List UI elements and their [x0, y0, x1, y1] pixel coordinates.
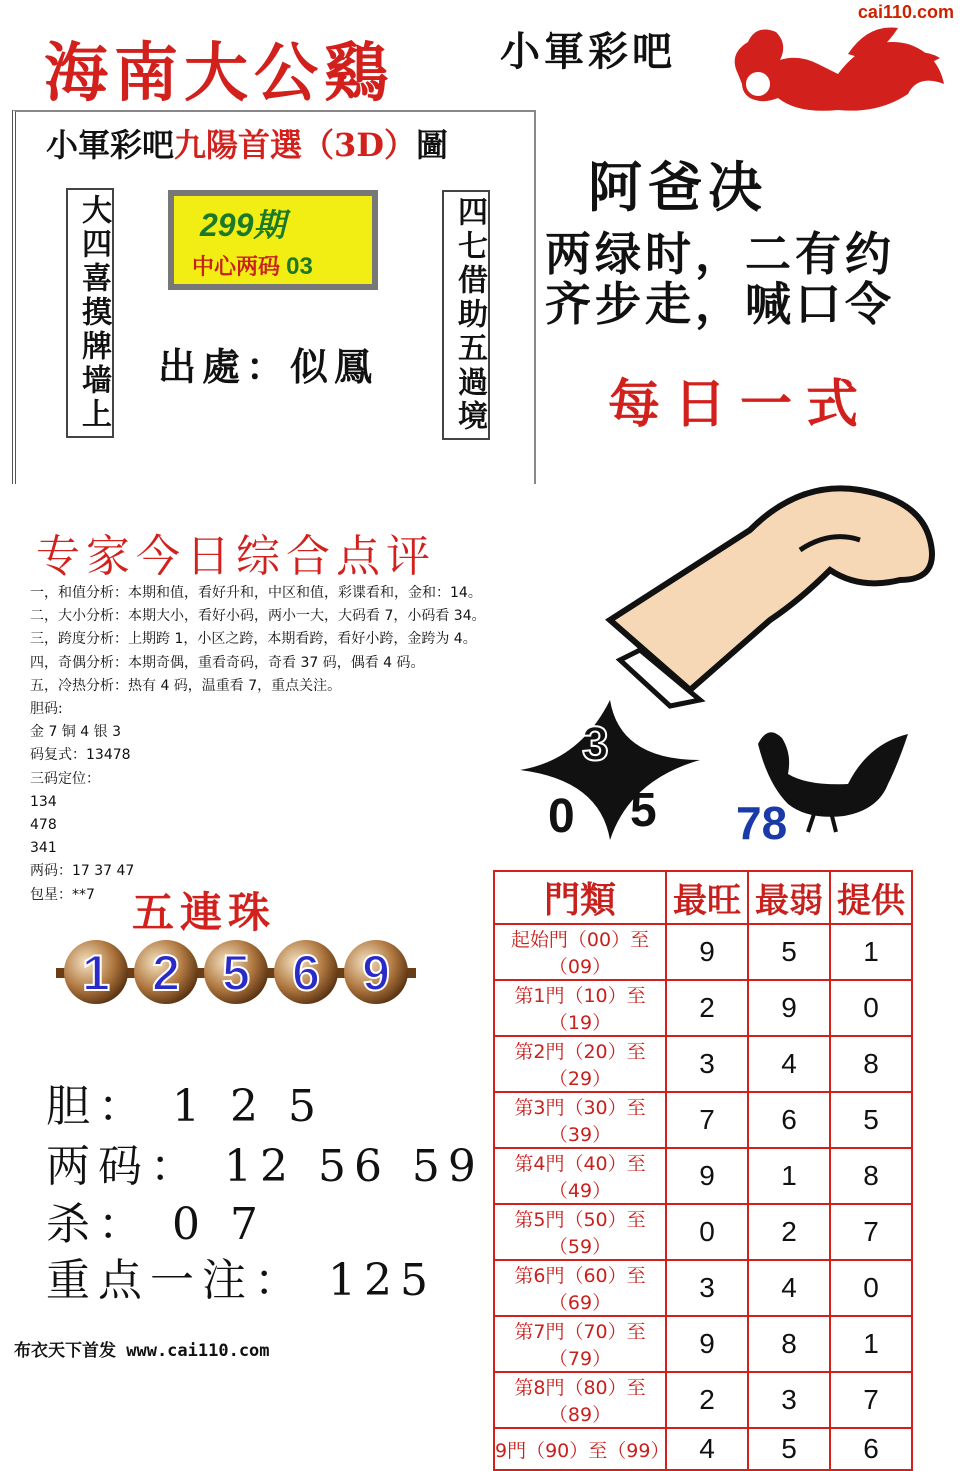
cell: 8	[830, 1036, 912, 1092]
pick-sha: 杀： 0 7	[46, 1199, 266, 1250]
shuriken-digits-graphic	[520, 700, 700, 840]
expert-line: 胆码:	[30, 701, 63, 718]
panel-title	[46, 120, 448, 166]
expert-line: 三，跨度分析：上期跨 1，小区之跨，本期看跨，看好小跨，金跨为 4。	[30, 631, 477, 648]
header-weakest: 最弱	[748, 871, 830, 924]
cell: 7	[666, 1092, 748, 1148]
poem-title: 阿爸决	[588, 155, 768, 219]
cell: 1	[830, 1316, 912, 1372]
cell: 7	[830, 1372, 912, 1428]
poem-line-2: 齐步走，喊口令	[545, 277, 895, 331]
cell: 8	[748, 1316, 830, 1372]
cell: 0	[830, 1260, 912, 1316]
center-codes	[192, 250, 313, 281]
row-label: 第1門（10）至（19）	[494, 980, 666, 1036]
cell: 9	[666, 1316, 748, 1372]
cell: 5	[830, 1092, 912, 1148]
brand-name: 小軍彩吧	[500, 28, 676, 75]
expert-line: 两码：17 37 47	[30, 863, 135, 880]
hand-pinch-icon	[600, 470, 950, 710]
table-row	[494, 1428, 912, 1470]
cell: 5	[748, 924, 830, 980]
row-label: 第2門（20）至（29）	[494, 1036, 666, 1092]
expert-line: 五，冷热分析：热有 4 码，温重看 7，重点关注。	[30, 677, 342, 694]
row-label: 第7門（70）至（79）	[494, 1316, 666, 1372]
cell: 2	[748, 1204, 830, 1260]
table-row	[494, 1204, 912, 1260]
pick-liangma: 两码： 12 56 59	[46, 1141, 484, 1192]
issue-number: 299期	[200, 207, 286, 243]
graphic-digit-3: 3	[582, 718, 609, 771]
expert-line: 一，和值分析：本期和值，看好升和，中区和值，彩谍看和，金和：14。	[30, 585, 482, 601]
table-row	[494, 1036, 912, 1092]
right-side-phrase: 四七借助五過境	[442, 190, 490, 440]
cell: 0	[666, 1204, 748, 1260]
row-label: 第3門（30）至（39）	[494, 1092, 666, 1148]
daily-heading: 每日一式	[608, 374, 873, 435]
site-url: cai110.com	[857, 2, 954, 22]
panel-title-brand: 小軍彩吧	[46, 126, 175, 164]
row-label: 第5門（50）至（59）	[494, 1204, 666, 1260]
footer-credit: 布衣天下首发 www.cai110.com	[14, 1341, 270, 1361]
graphic-digit-0: 0	[548, 790, 575, 840]
cell: 3	[666, 1036, 748, 1092]
door-table	[493, 870, 913, 1471]
left-side-phrase: 大四喜摸牌墙上	[66, 188, 114, 438]
rooster-icon	[748, 724, 924, 834]
table-row	[494, 1372, 912, 1428]
expert-line: 二，大小分析：本期大小，看好小码，两小一大，大码看 7，小码看 34。	[30, 608, 486, 625]
door-table-header	[494, 871, 912, 924]
row-label: 起始門（00）至（09）	[494, 924, 666, 980]
cell: 6	[748, 1092, 830, 1148]
header-provide: 提供	[830, 871, 912, 924]
table-row	[494, 1260, 912, 1316]
cell: 3	[666, 1260, 748, 1316]
cell: 0	[830, 980, 912, 1036]
expert-line: 478	[30, 817, 57, 834]
header-category: 門類	[494, 871, 666, 924]
expert-lines	[30, 582, 486, 907]
panel-title-suffix: 圖	[416, 126, 449, 164]
expert-line: 341	[30, 840, 57, 857]
panel-title-main: 九陽首選（3D）	[174, 126, 417, 164]
bead-digit: 5	[222, 945, 250, 1001]
expert-line: 包星：**7	[30, 886, 95, 903]
graphic-digit-5: 5	[630, 784, 657, 837]
rooster-papercut-icon	[718, 14, 948, 124]
row-label: 第8門（80）至（89）	[494, 1372, 666, 1428]
bead-digit: 1	[82, 945, 110, 1001]
table-row	[494, 1316, 912, 1372]
cell: 4	[666, 1428, 748, 1470]
cell: 6	[830, 1428, 912, 1470]
cell: 2	[666, 980, 748, 1036]
table-row	[494, 980, 912, 1036]
header-hottest: 最旺	[666, 871, 748, 924]
row-label: 第6門（60）至（69）	[494, 1260, 666, 1316]
table-row	[494, 1148, 912, 1204]
origin-line: 出處：似鳳	[158, 344, 379, 389]
cell: 9	[666, 1148, 748, 1204]
number-78: 78	[736, 797, 788, 849]
cell: 9	[748, 980, 830, 1036]
table-row	[494, 924, 912, 980]
issue-box	[168, 190, 378, 290]
center-label: 中心两码	[192, 254, 281, 279]
row-label: 9門（90）至（99）	[494, 1428, 666, 1470]
expert-line: 金 7 铜 4 银 3	[30, 724, 121, 741]
cell: 8	[830, 1148, 912, 1204]
cell: 5	[748, 1428, 830, 1470]
poem-line-1: 两绿时，二有约	[545, 227, 895, 281]
cell: 4	[748, 1260, 830, 1316]
cell: 1	[748, 1148, 830, 1204]
cell: 4	[748, 1036, 830, 1092]
cell: 3	[748, 1372, 830, 1428]
cell: 7	[830, 1204, 912, 1260]
bead-digit: 6	[292, 945, 320, 1001]
center-value: 03	[286, 253, 313, 280]
five-beads-graphic	[56, 934, 416, 1014]
row-label: 第4門（40）至（49）	[494, 1148, 666, 1204]
expert-line: 三码定位：	[30, 770, 100, 787]
expert-line: 码复式：13478	[30, 747, 131, 764]
cell: 9	[666, 924, 748, 980]
bead-digit: 9	[362, 945, 390, 1001]
bead-digit: 2	[152, 945, 180, 1001]
expert-line: 134	[30, 793, 57, 810]
table-row	[494, 1092, 912, 1148]
pick-key-combo: 重点一注： 125	[46, 1255, 436, 1306]
pick-dan: 胆： 1 2 5	[46, 1081, 324, 1132]
cell: 2	[666, 1372, 748, 1428]
page-title: 海南大公鷄	[44, 36, 394, 111]
expert-title: 专家今日综合点评	[36, 531, 436, 582]
cell: 1	[830, 924, 912, 980]
expert-line: 四，奇偶分析：本期奇偶，重看奇码，奇看 37 码，偶看 4 码。	[30, 654, 425, 671]
five-beads-title: 五連珠	[132, 888, 277, 937]
